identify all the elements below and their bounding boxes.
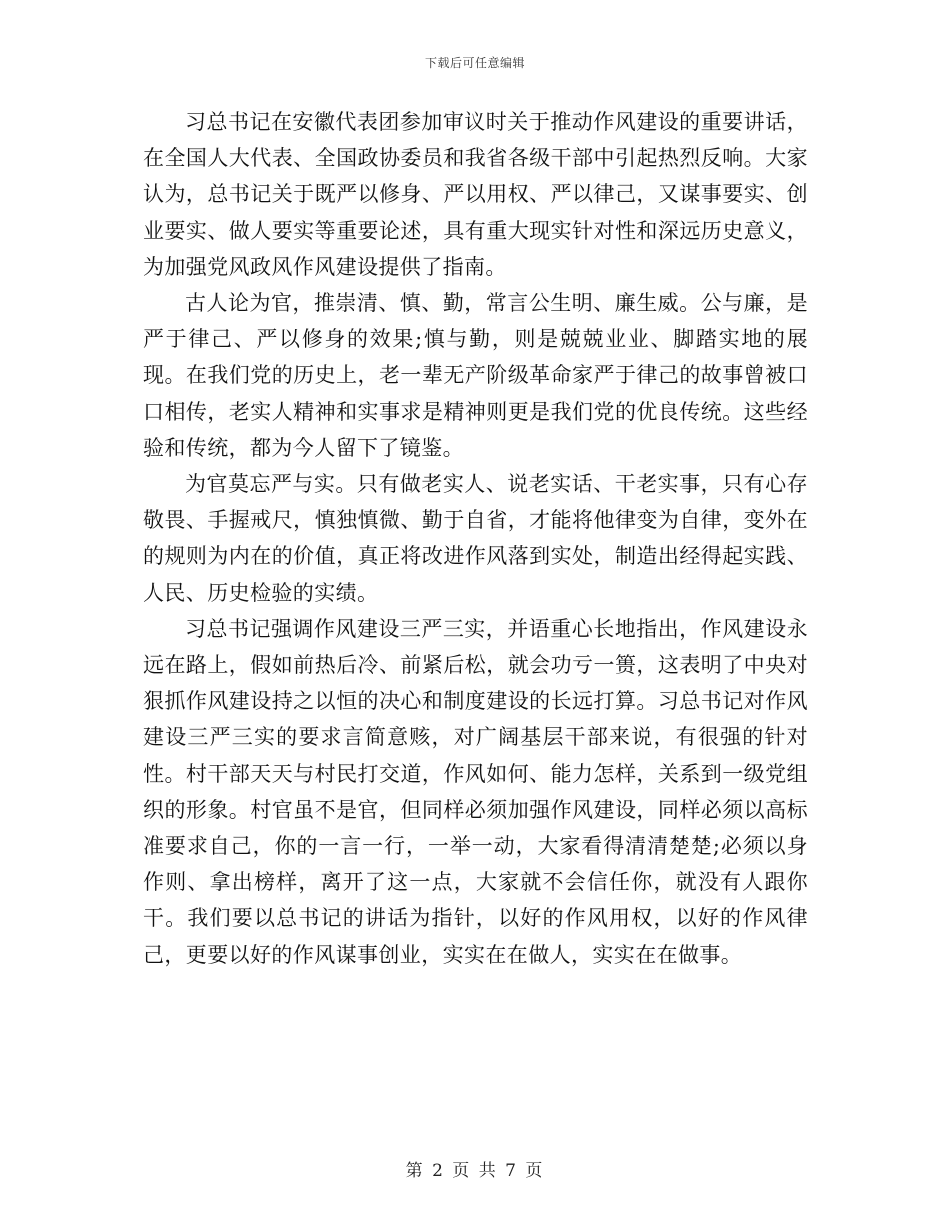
paragraph-2: 古人论为官，推崇清、慎、勤，常言公生明、廉生威。公与廉，是严于律己、严以修身的效果;慎与勤，则是兢兢业业、脚踏实地的展现。在我们党的历史上，老一辈无产阶级革命家严于律己的故事曾被口口相传，老实人精神和实事求是精神则更是我们党的优良传统。这些经验和传统，都为今人留下了镜鉴。 [143, 291, 808, 460]
paragraph-3: 为官莫忘严与实。只有做老实人、说老实话、干老实事，只有心存敬畏、手握戒尺，慎独慎微、勤于自省，才能将他律变为自律，变外在的规则为内在的价值，真正将改进作风落到实处，制造出经得起实践、人民、历史检验的实绩。 [143, 472, 808, 605]
paragraph-1: 习总书记在安徽代表团参加审议时关于推动作风建设的重要讲话，在全国人大代表、全国政协委员和我省各级干部中引起热烈反响。大家认为，总书记关于既严以修身、严以用权、严以律己，又谋事要实、创业要实、做人要实等重要论述，具有重大现实针对性和深远历史意义，为加强党风政风作风建设提供了指南。 [143, 110, 808, 279]
paragraph-4: 习总书记强调作风建设三严三实，并语重心长地指出，作风建设永远在路上，假如前热后冷、前紧后松，就会功亏一篑，这表明了中央对狠抓作风建设持之以恒的决心和制度建设的长远打算。习总书记对作风建设三严三实的要求言简意赅，对广阔基层干部来说，有很强的针对性。村干部天天与村民打交道，作风如何、能力怎样，关系到一级党组织的形象。村官虽不是官，但同样必须加强作风建设，同样必须以高标准要求自己，你的一言一行，一举一动，大家看得清清楚楚;必须以身作则、拿出榜样，离开了这一点，大家就不会信任你，就没有人跟你干。我们要以总书记的讲话为指针，以好的作风用权，以好的作风律己，更要以好的作风谋事创业，实实在在做人，实实在在做事。 [143, 616, 808, 967]
page-header: 下载后可任意编辑 [424, 56, 525, 70]
document-body [143, 104, 808, 973]
page-number-footer: 第 2 页 共 7 页 [405, 1161, 545, 1181]
